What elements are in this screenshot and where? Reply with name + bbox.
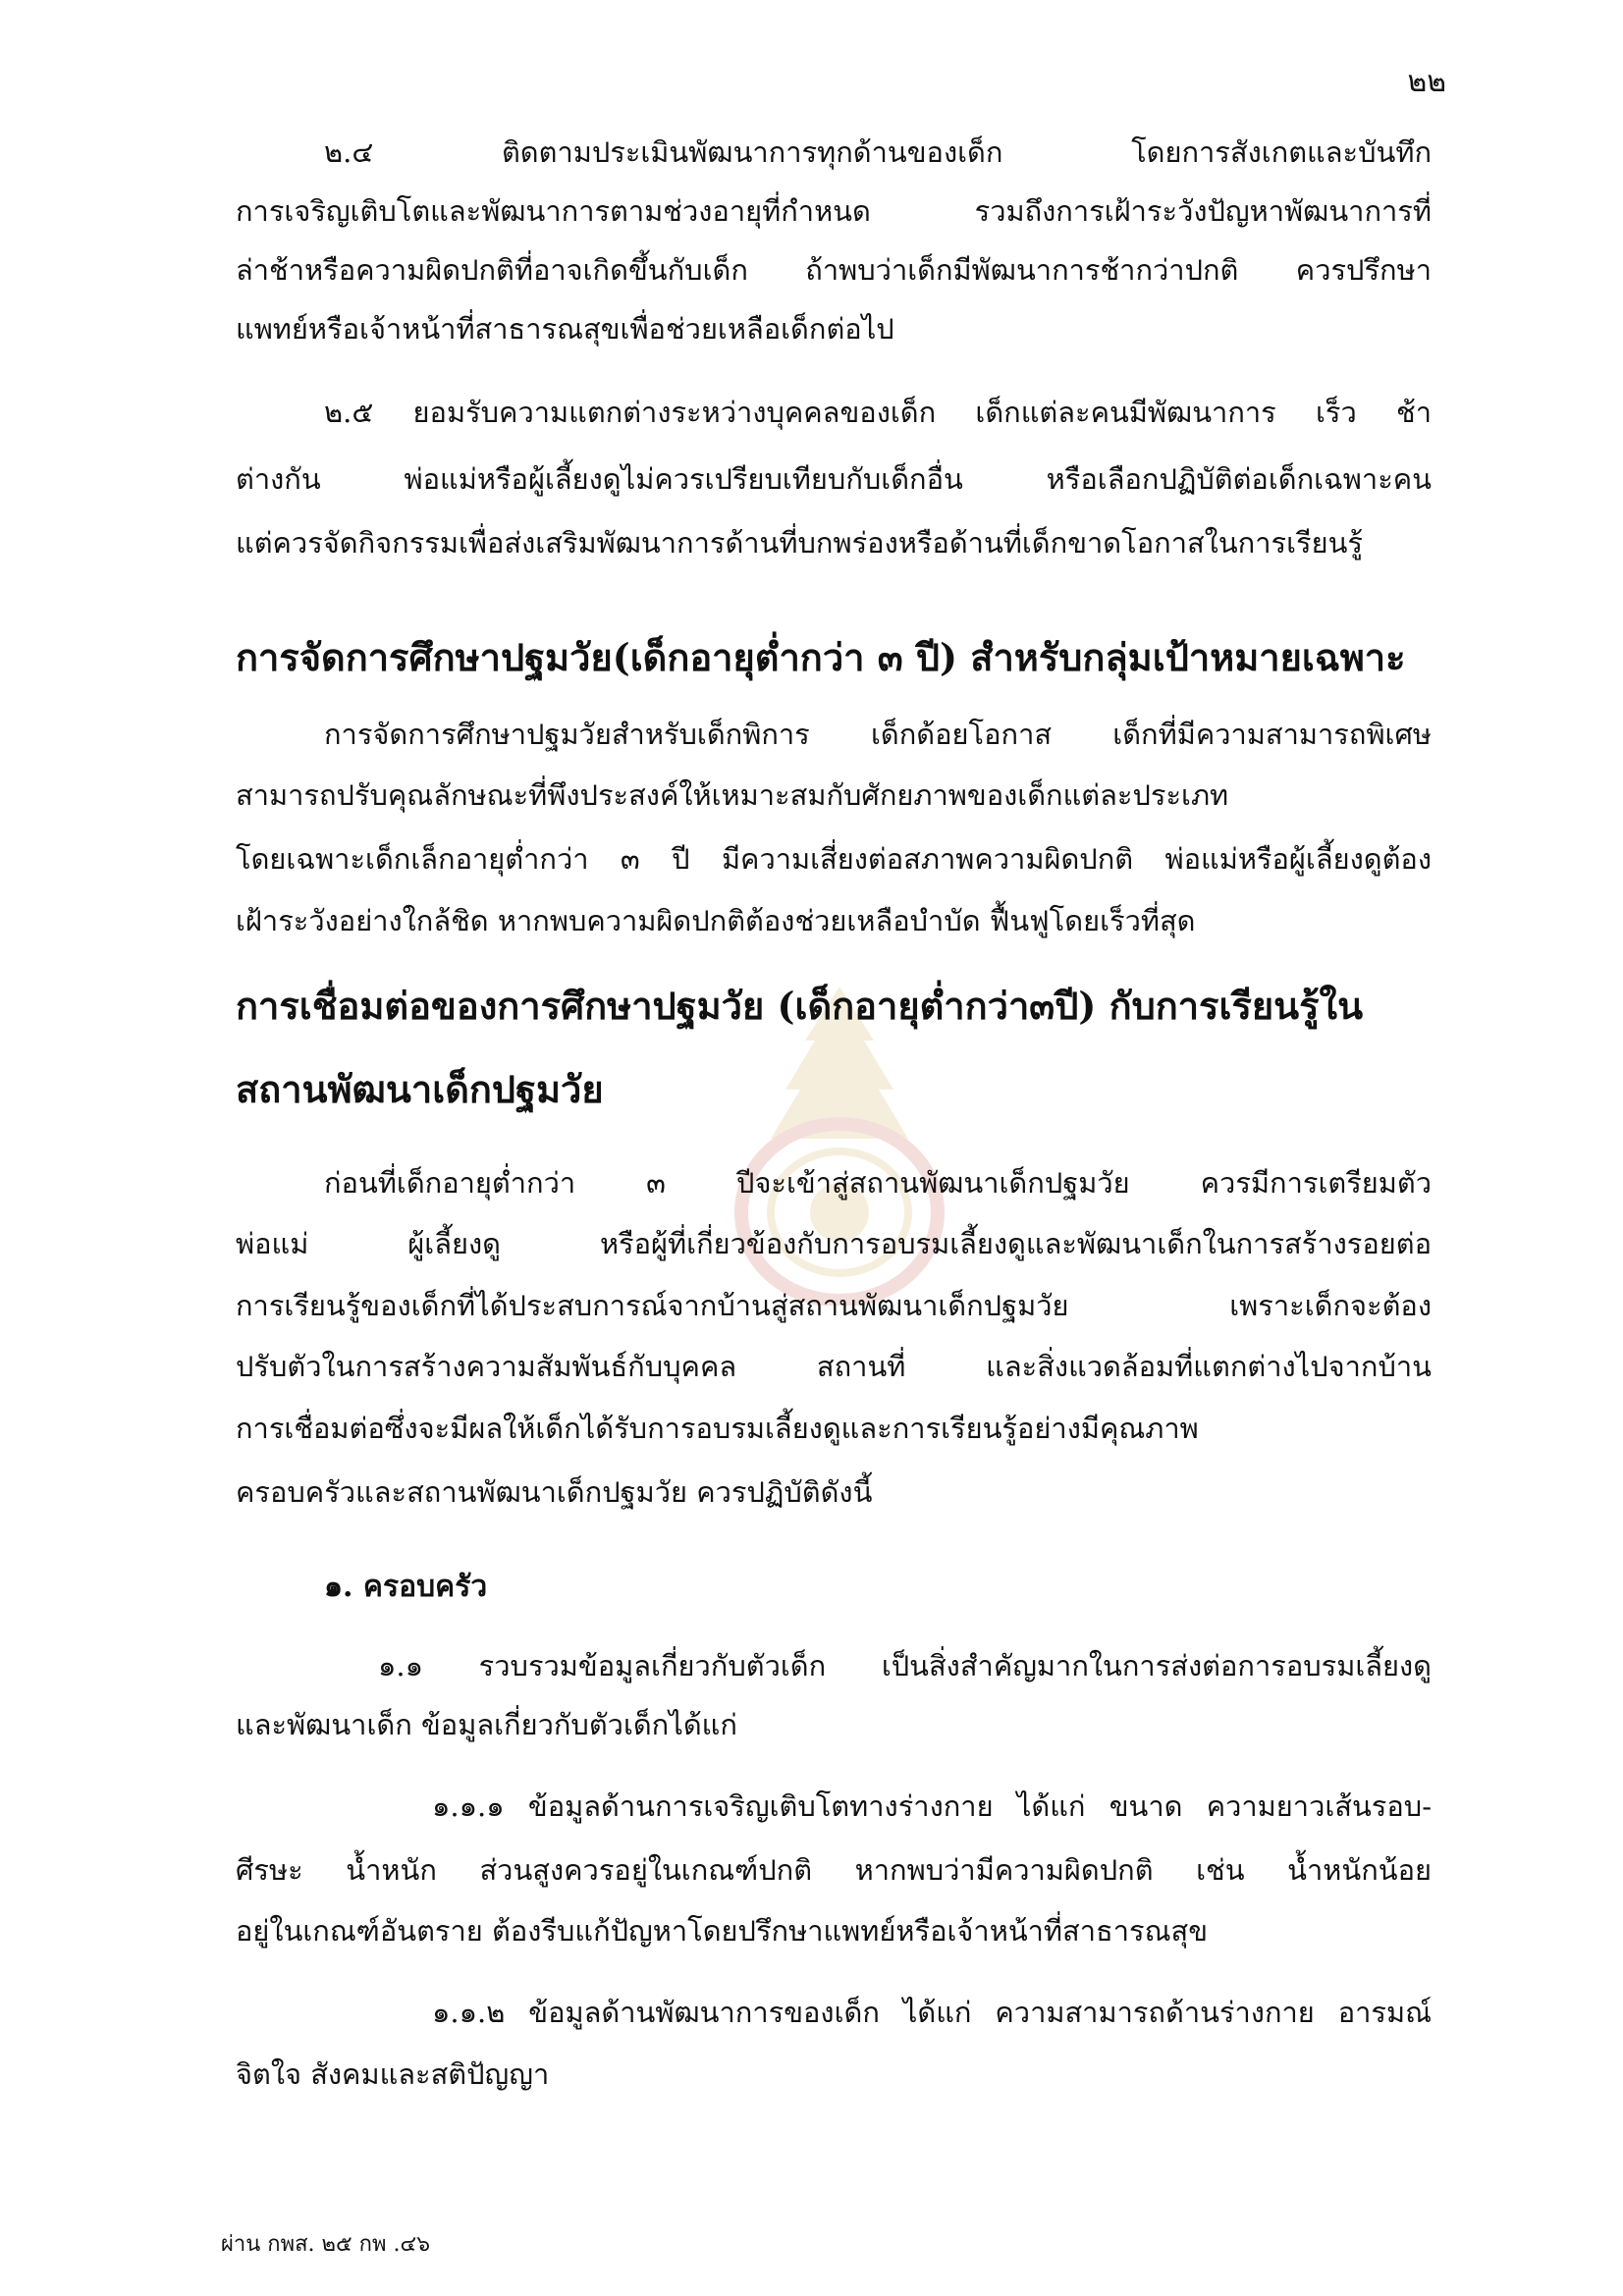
footer-note: ผ่าน กพส. ๒๕ กพ .๔๖ xyxy=(221,2232,431,2257)
text-line: ปรับตัวในการสร้างความสัมพันธ์กับบุคคล สถานที่ และสิ่งแวดล้อมที่แตกต่างไปจากบ้าน xyxy=(236,1350,1432,1383)
subsection-heading: ๑. ครอบครัว xyxy=(324,1570,488,1604)
text-line: ๒.๕ ยอมรับความแตกต่างระหว่างบุคคลของเด็ก เด็กแต่ละคนมีพัฒนาการ เร็ว ช้า xyxy=(324,396,1432,429)
text-line: ก่อนที่เด็กอายุต่ำกว่า ๓ ปีจะเข้าสู่สถานพัฒนาเด็กปฐมวัย ควรมีการเตรียมตัว xyxy=(324,1166,1432,1200)
text-line: ๑.๑ รวบรวมข้อมูลเกี่ยวกับตัวเด็ก เป็นสิ่งสำคัญมากในการส่งต่อการอบรมเลี้ยงดู xyxy=(378,1649,1432,1682)
text-line: การเจริญเติบโตและพัฒนาการตามช่วงอายุที่กำหนด รวมถึงการเฝ้าระวังปัญหาพัฒนาการที่ xyxy=(236,194,1432,228)
text-line: เฝ้าระวังอย่างใกล้ชิด หากพบความผิดปกติต้องช่วยเหลือบำบัด ฟื้นฟูโดยเร็วที่สุด xyxy=(236,904,1196,937)
page-number: ๒๒ xyxy=(1407,65,1446,99)
text-line: แพทย์หรือเจ้าหน้าที่สาธารณสุขเพื่อช่วยเหลือเด็กต่อไป xyxy=(236,312,894,346)
section-heading: การเชื่อมต่อของการศึกษาปฐมวัย (เด็กอายุต่ำกว่า๓ปี) กับการเรียนรู้ใน xyxy=(236,984,1364,1028)
section-heading: การจัดการศึกษาปฐมวัย(เด็กอายุต่ำกว่า ๓ ปี) สำหรับกลุ่มเป้าหมายเฉพาะ xyxy=(236,635,1406,679)
text-line: จิตใจ สังคมและสติปัญญา xyxy=(236,2057,550,2091)
text-line: ล่าช้าหรือความผิดปกติที่อาจเกิดขึ้นกับเด็ก ถ้าพบว่าเด็กมีพัฒนาการช้ากว่าปกติ ควรปรึกษา xyxy=(236,253,1432,287)
text-line: การเชื่อมต่อซึ่งจะมีผลให้เด็กได้รับการอบรมเลี้ยงดูและการเรียนรู้อย่างมีคุณภาพ xyxy=(236,1412,1199,1445)
section-heading: สถานพัฒนาเด็กปฐมวัย xyxy=(236,1067,604,1111)
text-line: สามารถปรับคุณลักษณะที่พึงประสงค์ให้เหมาะสมกับศักยภาพของเด็กแต่ละประเภท xyxy=(236,778,1229,812)
text-line: พ่อแม่ ผู้เลี้ยงดู หรือผู้ที่เกี่ยวข้องกับการอบรมเลี้ยงดูและพัฒนาเด็กในการสร้างรอยต่อ xyxy=(236,1227,1432,1260)
text-line: การเรียนรู้ของเด็กที่ได้ประสบการณ์จากบ้านสู่สถานพัฒนาเด็กปฐมวัย เพราะเด็กจะต้อง xyxy=(236,1289,1432,1322)
text-line: โดยเฉพาะเด็กเล็กอายุต่ำกว่า ๓ ปี มีความเสี่ยงต่อสภาพความผิดปกติ พ่อแม่หรือผู้เลี้ยงดูต้อง xyxy=(236,842,1432,876)
text-line: ต่างกัน พ่อแม่หรือผู้เลี้ยงดูไม่ควรเปรียบเทียบกับเด็กอื่น หรือเลือกปฏิบัติต่อเด็กเฉพาะคน xyxy=(236,462,1432,496)
text-line: ๒.๔ ติดตามประเมินพัฒนาการทุกด้านของเด็ก โดยการสังเกตและบันทึก xyxy=(324,135,1432,169)
text-line: ๑.๑.๑ ข้อมูลด้านการเจริญเติบโตทางร่างกาย ได้แก่ ขนาด ความยาวเส้นรอบ- xyxy=(432,1789,1432,1823)
text-line: การจัดการศึกษาปฐมวัยสำหรับเด็กพิการ เด็กด้อยโอกาส เด็กที่มีความสามารถพิเศษ xyxy=(324,718,1432,751)
text-line: อยู่ในเกณฑ์อันตราย ต้องรีบแก้ปัญหาโดยปรึกษาแพทย์หรือเจ้าหน้าที่สาธารณสุข xyxy=(236,1914,1209,1948)
text-line: และพัฒนาเด็ก ข้อมูลเกี่ยวกับตัวเด็กได้แก่ xyxy=(236,1708,737,1741)
text-line: ศีรษะ น้ำหนัก ส่วนสูงควรอยู่ในเกณฑ์ปกติ หากพบว่ามีความผิดปกติ เช่น น้ำหนักน้อย xyxy=(236,1853,1432,1887)
text-line: ครอบครัวและสถานพัฒนาเด็กปฐมวัย ควรปฏิบัติดังนี้ xyxy=(236,1475,873,1509)
text-line: แต่ควรจัดกิจกรรมเพื่อส่งเสริมพัฒนาการด้านที่บกพร่องหรือด้านที่เด็กขาดโอกาสในการเรียนรู้ xyxy=(236,526,1363,560)
text-line: ๑.๑.๒ ข้อมูลด้านพัฒนาการของเด็ก ได้แก่ ความสามารถด้านร่างกาย อารมณ์ xyxy=(432,1996,1432,2029)
